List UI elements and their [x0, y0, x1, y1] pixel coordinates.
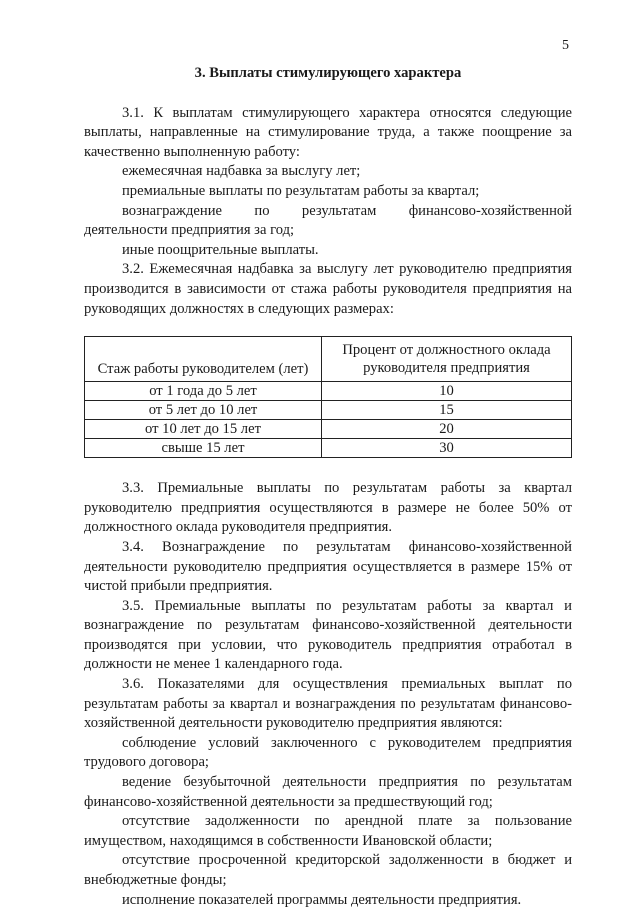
list-item: иные поощрительные выплаты. [122, 241, 319, 258]
list-item: отсутствие просроченной кредиторской задолженности в бюджет и внебюджетные фонды; [84, 852, 572, 888]
table-header-row [85, 337, 572, 382]
list-item: ежемесячная надбавка за выслугу лет; [122, 163, 361, 180]
page-number: 5 [562, 38, 569, 53]
cell-experience: от 5 лет до 10 лет [85, 401, 322, 420]
cell-experience: от 10 лет до 15 лет [85, 420, 322, 439]
column-header-percent: Процент от должностного оклада руководителя предприятия [322, 337, 572, 382]
table-row [85, 439, 572, 458]
table-row [85, 382, 572, 401]
cell-percent: 30 [322, 439, 572, 458]
list-item: отсутствие задолженности по арендной плате за пользование имуществом, находящимся в собственности Ивановской области; [84, 813, 572, 849]
paragraph-3-3: 3.3. Премиальные выплаты по результатам работы за квартал руководителю предприятия осуществляются в размере не более 50% от должностного оклада руководителя предприятия. [84, 480, 572, 536]
list-item: соблюдение условий заключенного с руководителем предприятия трудового договора; [84, 734, 572, 771]
list-item: исполнение показателей программы деятельности предприятия. [122, 891, 522, 908]
section-title: 3. Выплаты стимулирующего характера [194, 65, 462, 81]
column-header-experience: Стаж работы руководителем (лет) [85, 337, 322, 382]
paragraph-3-6: 3.6. Показателями для осуществления премиальных выплат по результатам работы за квартал и вознаграждения по результатам финансово-хозяйственной деятельности руководителю предприятия являются: [84, 676, 572, 732]
paragraph-3-5: 3.5. Премиальные выплаты по результатам работы за квартал и вознаграждение по результатам финансово-хозяйственной деятельности производятся при условии, что руководитель предприятия отработал в должности не менее 1 календарного года. [84, 597, 572, 673]
cell-experience: от 1 года до 5 лет [85, 382, 322, 401]
cell-percent: 10 [322, 382, 572, 401]
paragraph-3-2: 3.2. Ежемесячная надбавка за выслугу лет руководителю предприятия производится в зависимости от стажа работы руководителя предприятия на руководящих должностях в следующих размерах: [84, 261, 572, 317]
document-body [84, 64, 572, 910]
list-item: ведение безубыточной деятельности предприятия по результатам финансово-хозяйственной деятельности за предшествующий год; [84, 774, 572, 810]
cell-percent: 20 [322, 420, 572, 439]
table-row [85, 401, 572, 420]
seniority-table [84, 336, 572, 458]
cell-experience: свыше 15 лет [85, 439, 322, 458]
list-item: премиальные выплаты по результатам работы за квартал; [122, 182, 480, 199]
paragraph-3-1: 3.1. К выплатам стимулирующего характера относятся следующие выплаты, направленные на стимулирование труда, а также поощрение за качественно выполненную работу: [84, 104, 572, 160]
table-row [85, 420, 572, 439]
cell-percent: 15 [322, 401, 572, 420]
list-item: вознаграждение по результатам финансово-хозяйственной деятельности предприятия за год; [84, 202, 572, 239]
paragraph-3-4: 3.4. Вознаграждение по результатам финансово-хозяйственной деятельности руководителю предприятия осуществляется в размере 15% от чистой прибыли предприятия. [84, 538, 572, 595]
